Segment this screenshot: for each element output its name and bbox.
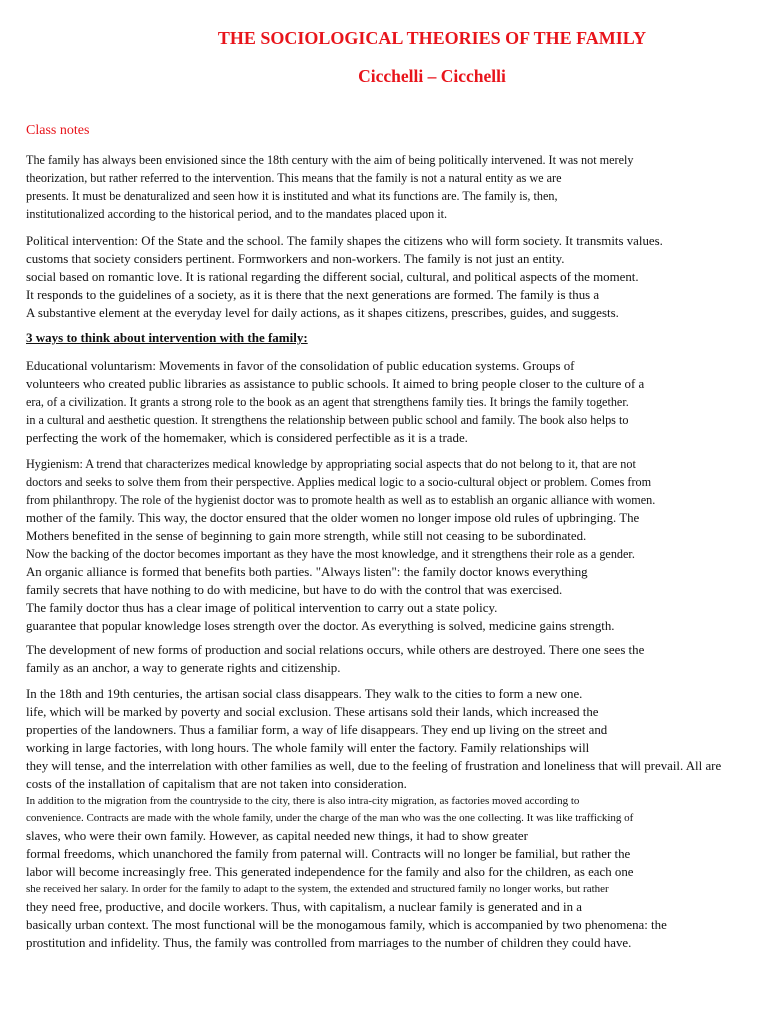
text-line: life, which will be marked by poverty and social exclusion. These artisans sold their lands, which increased the xyxy=(26,705,599,719)
text-line: institutionalized according to the historical period, and to the mandates placed upon it. xyxy=(26,207,448,221)
text-line: Now the backing of the doctor becomes important as they have the most knowledge, and it strengthens their role as a gender. xyxy=(26,547,635,561)
text-line: customs that society considers pertinent. Formworkers and non-workers. The family is not just an entity. xyxy=(26,252,565,266)
text-line: volunteers who created public libraries as assistance to public schools. It aimed to bring people closer to the culture of a xyxy=(26,377,645,391)
text-line: An organic alliance is formed that benefits both parties. "Always listen": the family doctor knows everything xyxy=(26,565,588,579)
text-line: mother of the family. This way, the doctor ensured that the older women no longer impose old rules of upbringing. The xyxy=(26,511,640,525)
authors: Cicchelli – Cicchelli xyxy=(358,66,506,86)
text-line: slaves, who were their own family. However, as capital needed new things, it had to show greater xyxy=(26,829,528,843)
text-line: The family has always been envisioned since the 18th century with the aim of being politically intervened. It was not merely xyxy=(26,153,634,167)
paragraph-intro xyxy=(26,151,768,223)
text-line: working in large factories, with long hours. The whole family will enter the factory. Family relationships will xyxy=(26,741,590,755)
text-line: properties of the landowners. Thus a familiar form, a way of life disappears. They end up living on the street and xyxy=(26,723,608,737)
paragraph-hygienism xyxy=(26,455,768,635)
text-line: It responds to the guidelines of a society, as it is there that the next generations are formed. The family is thus a xyxy=(26,288,600,302)
text-line: social based on romantic love. It is rational regarding the different social, cultural, and political aspects of the moment. xyxy=(26,270,639,284)
text-line: A substantive element at the everyday level for daily actions, as it shapes citizens, prescribes, guides, and suggests. xyxy=(26,306,619,320)
paragraph-production-forms xyxy=(26,641,768,677)
text-line: prostitution and infidelity. Thus, the family was controlled from marriages to the number of children they could have. xyxy=(26,936,632,950)
text-line: perfecting the work of the homemaker, which is considered perfectible as it is a trade. xyxy=(26,431,468,445)
text-line: theorization, but rather referred to the intervention. This means that the family is not a natural entity as we are xyxy=(26,171,562,185)
document-title: THE SOCIOLOGICAL THEORIES OF THE FAMILY xyxy=(217,28,647,48)
text-line: in a cultural and aesthetic question. It strengthens the relationship between public school and family. The book also helps to xyxy=(26,413,629,427)
text-line: Political intervention: Of the State and the school. The family shapes the citizens who will form society. It transmits values. xyxy=(26,234,663,248)
text-line: Educational voluntarism: Movements in favor of the consolidation of public education systems. Groups of xyxy=(26,359,575,373)
text-line: In the 18th and 19th centuries, the artisan social class disappears. They walk to the cities to form a new one. xyxy=(26,687,583,701)
paragraph-educational-voluntarism xyxy=(26,357,768,447)
text-line: guarantee that popular knowledge loses strength over the doctor. As everything is solved, medicine gains strength. xyxy=(26,619,615,633)
text-line: basically urban context. The most functional will be the monogamous family, which is accompanied by two phenomena: the xyxy=(26,918,667,932)
text-line: Hygienism: A trend that characterizes medical knowledge by appropriating social aspects that do not belong to it, that are not xyxy=(26,457,636,471)
text-line: Mothers benefited in the sense of beginning to gain more strength, while still not ceasing to be subordinated. xyxy=(26,529,587,543)
section-label: Class notes xyxy=(26,123,90,138)
text-line: labor will become increasingly free. This generated independence for the family and also for the children, as each one xyxy=(26,865,634,879)
text-line: from philanthropy. The role of the hygienist doctor was to promote health as well as to establish an organic alliance with women. xyxy=(26,493,656,507)
text-line: costs of the installation of capitalism that are not taken into consideration. xyxy=(26,777,407,791)
paragraph-artisan-class xyxy=(26,685,768,952)
text-line: presents. It must be denaturalized and seen how it is instituted and what its functions are. The family is, then, xyxy=(26,189,558,203)
text-line: they need free, productive, and docile workers. Thus, with capitalism, a nuclear family is generated and in a xyxy=(26,900,583,914)
text-line: The development of new forms of production and social relations occurs, while others are destroyed. There one sees the xyxy=(26,643,645,657)
section-heading: 3 ways to think about intervention with the family: xyxy=(26,330,308,345)
text-line: era, of a civilization. It grants a strong role to the book as an agent that strengthens family ties. It brings the family together. xyxy=(26,395,629,409)
text-line: they will tense, and the interrelation with other families as well, due to the feeling of frustration and loneliness that will prevail. All are xyxy=(26,759,722,773)
text-line: formal freedoms, which unanchored the family from paternal will. Contracts will no longer be familial, but rather the xyxy=(26,847,631,861)
paragraph-political-intervention xyxy=(26,232,768,322)
text-line: The family doctor thus has a clear image of political intervention to carry out a state policy. xyxy=(26,601,498,615)
text-line: family secrets that have nothing to do with medicine, but have to do with the control that was exercised. xyxy=(26,583,563,597)
text-line: she received her salary. In order for the family to adapt to the system, the extended and structured family no longer works, but rather xyxy=(26,883,609,895)
text-line: family as an anchor, a way to generate rights and citizenship. xyxy=(26,661,341,675)
text-line: doctors and seeks to solve them from their perspective. Applies medical logic to a socio-cultural object or problem. Comes from xyxy=(26,475,652,489)
text-line: convenience. Contracts are made with the whole family, under the charge of the man who was the one collecting. It was like trafficking of xyxy=(26,812,634,824)
text-line: In addition to the migration from the countryside to the city, there is also intra-city migration, as factories moved according to xyxy=(26,795,580,807)
